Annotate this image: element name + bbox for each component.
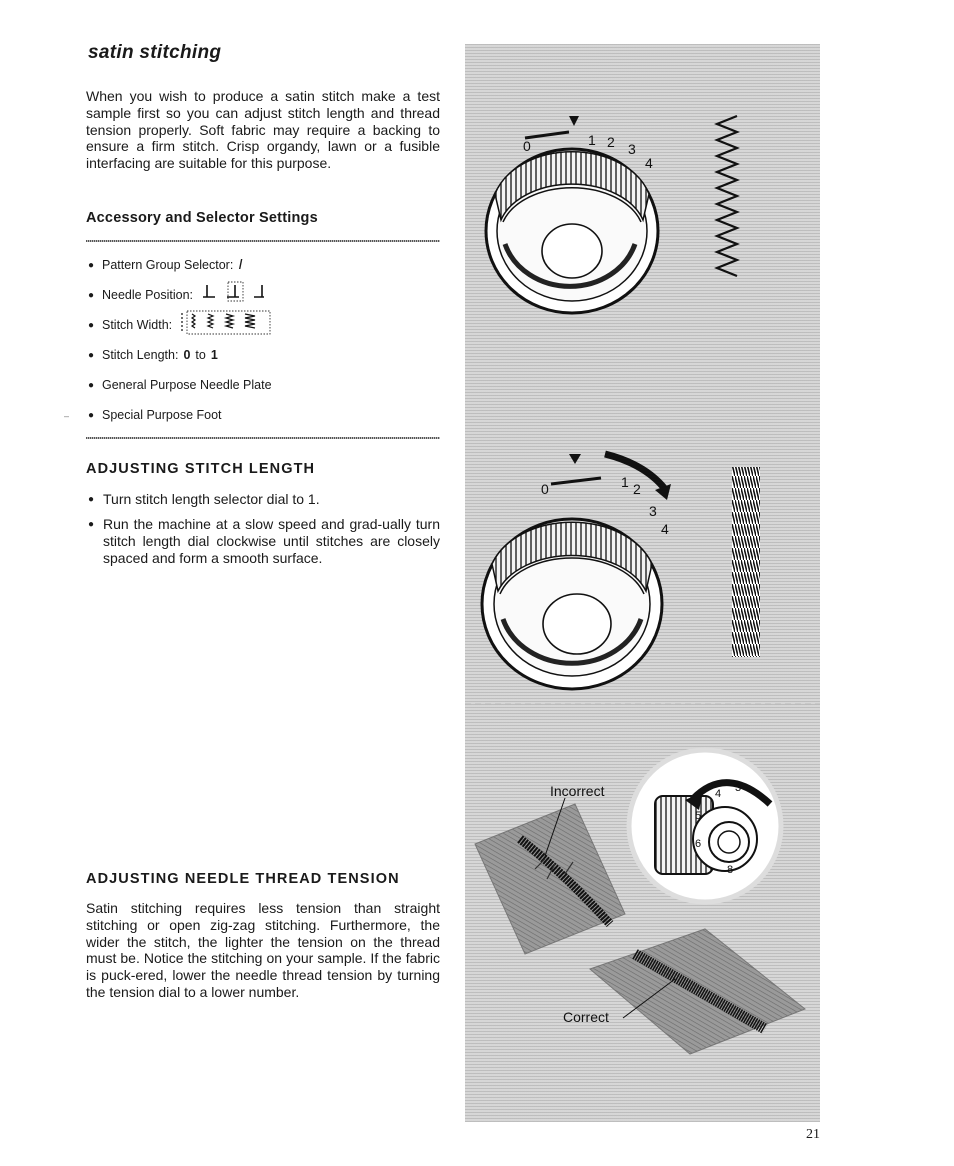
setting-pattern-group: ● Pattern Group Selector: I [88, 256, 243, 273]
setting-needle-plate: ● General Purpose Needle Plate [88, 378, 272, 392]
dial-number: 4 [661, 521, 669, 537]
setting-stitch-width: ● Stitch Width: [88, 318, 438, 348]
stitch-width-icon [178, 310, 278, 336]
bullet-icon: ● [88, 350, 95, 361]
stitch-length-steps [88, 491, 440, 574]
dial-number: 1 [621, 474, 629, 490]
top-divider [86, 240, 440, 242]
page-number: 21 [806, 1127, 820, 1142]
tension-number: 4 [715, 788, 722, 800]
settings-list [88, 258, 438, 438]
settings-heading: Accessory and Selector Settings [86, 210, 318, 226]
pattern-group-value: I [238, 256, 243, 273]
page-title: satin stitching [88, 42, 222, 63]
bullet-icon: ● [88, 290, 95, 301]
incorrect-label: Incorrect [550, 783, 605, 799]
intro-paragraph: When you wish to produce a satin stitch make a test sample first so you can adjust stitch length and thread tension properly. Soft fabric may require a backing to ensure a firm stitch. Crisp organdy, lawn or a fusible interfacing are suitable for this purpose. [86, 88, 440, 172]
stitch-length-dial-2 [482, 454, 671, 689]
incorrect-sample [475, 783, 625, 954]
tension-dial-illustration [629, 750, 781, 902]
stitch-length-heading: ADJUSTING STITCH LENGTH [86, 461, 316, 477]
dial-number: 0 [523, 138, 531, 154]
stitch-length-to: 1 [210, 348, 218, 362]
dial-number: 2 [633, 481, 641, 497]
margin-mark: – [64, 411, 70, 421]
tension-number: 5 [695, 810, 702, 822]
bullet-icon: ● [88, 519, 95, 530]
pointer-icon [569, 454, 581, 464]
bullet-icon: ● [88, 494, 95, 505]
needle-position-icon [201, 280, 271, 304]
bullet-icon: ● [88, 380, 95, 391]
pointer-icon [569, 116, 579, 126]
illustrations-svg [465, 44, 820, 1122]
dial-number: 3 [628, 141, 636, 157]
tension-paragraph: Satin stitching requires less tension than straight stitching or open zig-zag stitching. Furthermore, the wider the stitch, the lighter the tension on the thread must be. Notice the stitching on your sample. If the fabric is puck-ered, lower the needle thread tension by turning the tension dial to a lower number. [86, 900, 440, 1000]
tension-number: 6 [695, 838, 702, 850]
list-item: ● Run the machine at a slow speed and grad-ually turn stitch length dial clockwise until stitches are closely spaced and form a smooth surface. [88, 516, 440, 566]
setting-foot: ● Special Purpose Foot [88, 408, 222, 422]
open-zigzag-sample [717, 116, 737, 276]
correct-label: Correct [563, 1009, 609, 1025]
setting-needle-position: ● Needle Position: [88, 288, 438, 318]
list-item: ● Turn stitch length selector dial to 1. [88, 491, 320, 507]
bottom-divider [86, 437, 440, 439]
dense-satin-sample [732, 467, 760, 657]
bullet-icon: ● [88, 260, 95, 271]
dial-number: 2 [607, 134, 615, 150]
illustration-panel [465, 44, 820, 1122]
setting-stitch-length: ● Stitch Length: 0 to 1 [88, 348, 218, 362]
tension-number: 8 [727, 864, 734, 876]
stitch-length-dial-1 [486, 116, 658, 313]
correct-sample [563, 929, 805, 1054]
bullet-icon: ● [88, 320, 95, 331]
dial-number: 0 [541, 481, 549, 497]
dial-number: 4 [645, 155, 653, 171]
bullet-icon: ● [88, 410, 95, 421]
dial-number: 1 [588, 132, 596, 148]
tension-number: 3 [735, 782, 742, 794]
tension-heading: ADJUSTING NEEDLE THREAD TENSION [86, 871, 400, 887]
dial-number: 3 [649, 503, 657, 519]
stitch-length-from: 0 [183, 348, 191, 362]
